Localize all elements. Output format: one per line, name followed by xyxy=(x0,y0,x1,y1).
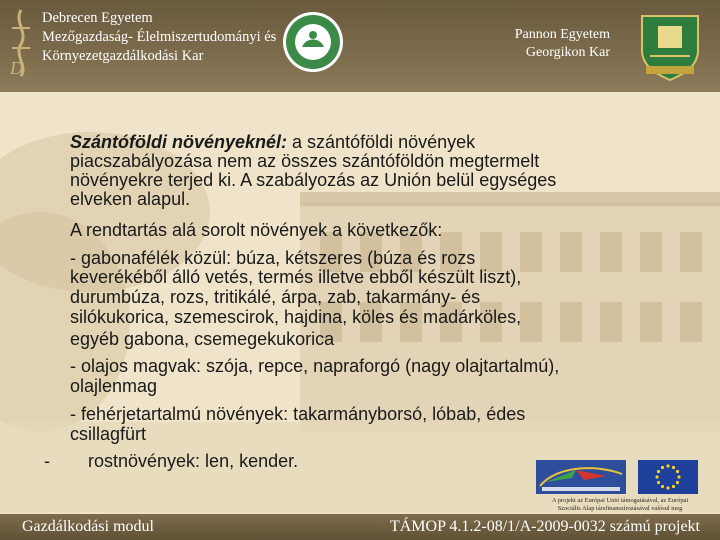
eu-support-note xyxy=(520,497,720,513)
footer-module-name: Gazdálkodási modul xyxy=(22,518,154,535)
body-line: elveken alapul. xyxy=(70,189,191,209)
bullet-text: rostnövények: len, kender. xyxy=(88,451,299,471)
right-university-line: Georgikon Kar xyxy=(525,45,610,60)
body-line-first xyxy=(70,133,475,152)
footer-project-id: TÁMOP 4.1.2-08/1/A-2009-0032 számú projekt xyxy=(389,518,700,535)
svg-text:D: D xyxy=(10,58,23,78)
uj-magyarorszag-logo-icon xyxy=(536,460,626,494)
body-line: - fehérjetartalmú növények: takarmányborsó, lóbab, édes xyxy=(70,404,526,424)
body-line: piacszabályozása nem az összes szántóföldön megtermelt xyxy=(70,151,540,171)
body-line: csillagfürt xyxy=(70,424,147,444)
right-university-line: Pannon Egyetem xyxy=(514,27,610,42)
body-line: olajlenmag xyxy=(70,376,158,396)
left-university-line: Környezetgazdálkodási Kar xyxy=(42,48,204,64)
body-line: növényekre terjed ki. A szabályozás az Unión belül egységes xyxy=(70,170,557,190)
body-line: A rendtartás alá sorolt növények a következők: xyxy=(70,220,443,240)
body-line: - gabonafélék közül: búza, kétszeres (búza és rozs xyxy=(70,248,476,268)
left-university-line: Mezőgazdaság- Élelmiszertudományi és xyxy=(42,29,277,45)
body-line: a szántóföldi növények xyxy=(287,132,476,152)
bullet-marker: - xyxy=(44,451,50,471)
body-heading: Szántóföldi növényeknél: xyxy=(70,132,288,152)
eu-support-line: Szociális Alap társfinanszírozásával valósul meg xyxy=(557,505,683,512)
body-line: keverékéből álló vetés, termés illetve ebből készült liszt), xyxy=(70,267,522,287)
left-university-line: Debrecen Egyetem xyxy=(42,10,153,26)
body-line: egyéb gabona, csemegekukorica xyxy=(70,329,335,349)
eu-flag-icon xyxy=(638,460,698,494)
body-line: durumbúza, rozs, tritikálé, árpa, zab, takarmány- és xyxy=(70,287,481,307)
body-line: silókukorica, szemescirok, hajdina, köles és madárköles, xyxy=(70,307,522,327)
body-line: - olajos magvak: szója, repce, napraforgó (nagy olajtartalmú), xyxy=(70,356,560,376)
eu-support-line: A projekt az Európai Unió támogatásával, az Európai xyxy=(551,497,689,504)
